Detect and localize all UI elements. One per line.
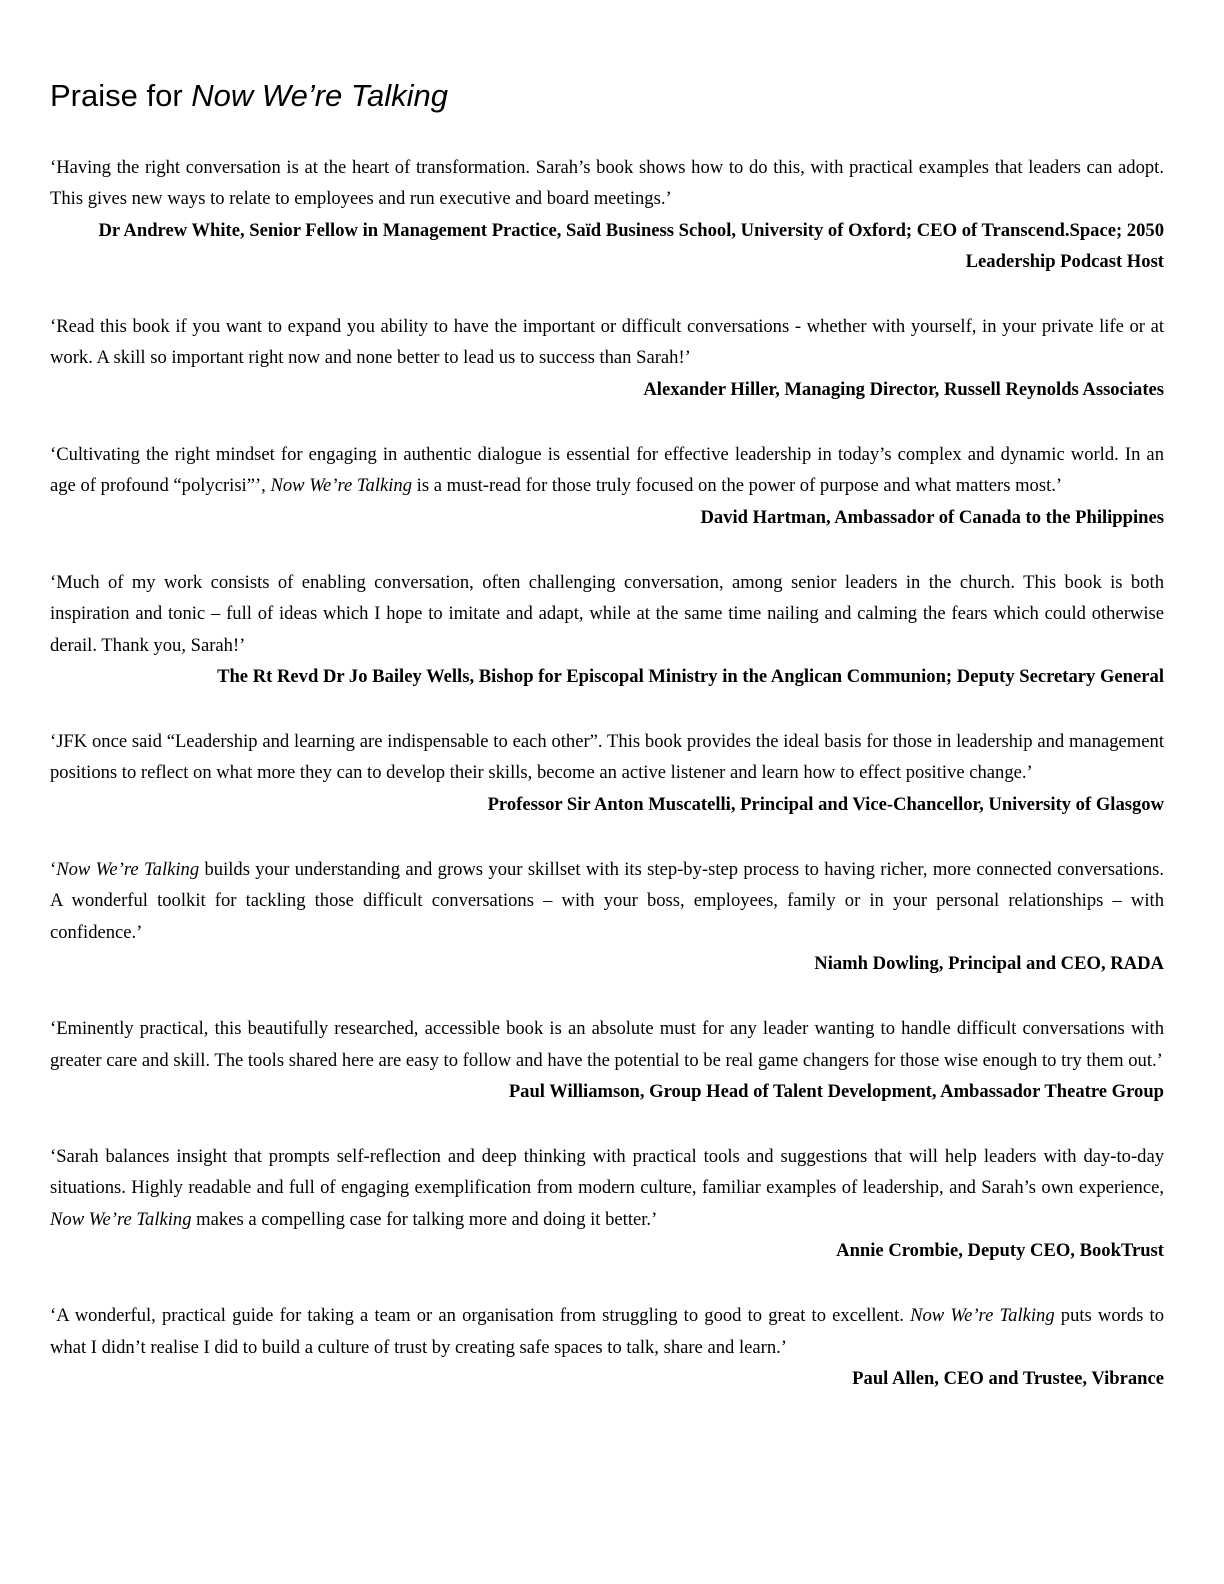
page-title [50,74,1164,118]
praise-quote [50,152,1164,215]
quote-text: ‘Eminently practical, this beautifully researched, accessible book is an absolute must for any leader wanting to handle difficult conversations with greater care and skill. The tools shared here are easy to follow and have the potential to be real game changers for those wise enough to try them out.’ [50,1018,1164,1071]
praise-blurb [50,311,1164,405]
praise-quote [50,854,1164,948]
quote-text: ‘Read this book if you want to expand you ability to have the important or difficult conversations - whether with yourself, in your private life or at work. A skill so important right now and none better to lead us to success than Sarah!’ [50,316,1164,369]
praise-blurb [50,439,1164,533]
praise-list [50,152,1164,1394]
book-title-italic: Now We’re Talking [50,1208,192,1230]
praise-blurb [50,726,1164,820]
praise-blurb [50,1141,1164,1266]
book-title-italic: Now We’re Talking [270,475,412,497]
document-page [50,74,1164,1428]
quote-text: ‘Cultivating the right mindset for engaging in authentic dialogue is essential for effective leadership in today’s complex and dynamic world. In an age of profound “polycrisi”’, [50,444,1164,497]
praise-blurb [50,567,1164,692]
praise-quote [50,567,1164,661]
praise-quote [50,311,1164,374]
praise-quote [50,726,1164,789]
praise-blurb [50,854,1164,979]
praise-attribution: Alexander Hiller, Managing Director, Russell Reynolds Associates [643,378,1164,400]
praise-attribution: Paul Allen, CEO and Trustee, Vibrance [852,1367,1164,1389]
quote-text: ‘Sarah balances insight that prompts self-reflection and deep thinking with practical tools and suggestions that will help leaders with day-to-day situations. Highly readable and full of engaging exemplification from modern culture, familiar examples of leadership, and Sarah’s own experience, [50,1146,1164,1199]
page-title-prefix: Praise for [50,78,192,113]
quote-text: makes a compelling case for talking more and doing it better.’ [191,1208,658,1230]
book-title-italic: Now We’re Talking [910,1305,1055,1327]
page-title-book: Now We’re Talking [191,78,448,113]
praise-attribution: Dr Andrew White, Senior Fellow in Management Practice, Saïd Business School, University of Oxford; CEO of Transcend.Space; 2050 Leadership Podcast Host [98,219,1164,272]
praise-attribution: David Hartman, Ambassador of Canada to the Philippines [700,506,1164,528]
quote-text: ‘Having the right conversation is at the heart of transformation. Sarah’s book shows how to do this, with practical examples that leaders can adopt. This gives new ways to relate to employees and run executive and board meetings.’ [50,157,1164,210]
praise-quote [50,1300,1164,1363]
praise-blurb [50,1013,1164,1107]
book-title-italic: Now We’re Talking [56,859,200,881]
praise-attribution: Professor Sir Anton Muscatelli, Principal and Vice-Chancellor, University of Glasgow [487,793,1164,815]
quote-text: ‘ [50,859,57,881]
praise-quote [50,1013,1164,1076]
praise-blurb [50,1300,1164,1394]
quote-text: ‘Much of my work consists of enabling conversation, often challenging conversation, among senior leaders in the church. This book is both inspiration and tonic – full of ideas which I hope to imitate and adapt, while at the same time nailing and calming the fears which could otherwise derail. Thank you, Sarah!’ [50,571,1164,656]
praise-quote [50,1141,1164,1235]
quote-text: ‘JFK once said “Leadership and learning are indispensable to each other”. This book provides the ideal basis for those in leadership and management positions to reflect on what more they can to develop their skills, become an active listener and learn how to effect positive change.’ [50,731,1164,784]
quote-text: puts words to what I didn’t realise I did to build a culture of trust by creating safe spaces to talk, share and learn.’ [50,1305,1164,1358]
quote-text: builds your understanding and grows your skillset with its step-by-step process to having richer, more connected conversations. A wonderful toolkit for tackling those difficult conversations – with your boss, employees, family or in your personal relationships – with confidence.’ [50,859,1165,943]
praise-attribution: Annie Crombie, Deputy CEO, BookTrust [836,1240,1164,1262]
praise-attribution: Niamh Dowling, Principal and CEO, RADA [814,952,1164,974]
quote-text: is a must-read for those truly focused on the power of purpose and what matters most.’ [412,475,1063,497]
praise-attribution: Paul Williamson, Group Head of Talent Development, Ambassador Theatre Group [508,1080,1164,1102]
quote-text: ‘A wonderful, practical guide for taking a team or an organisation from struggling to good to great to excellent. [50,1305,911,1327]
praise-quote [50,439,1164,502]
praise-blurb [50,152,1164,277]
praise-attribution: The Rt Revd Dr Jo Bailey Wells, Bishop for Episcopal Ministry in the Anglican Communion; Deputy Secretary General [217,665,1164,687]
